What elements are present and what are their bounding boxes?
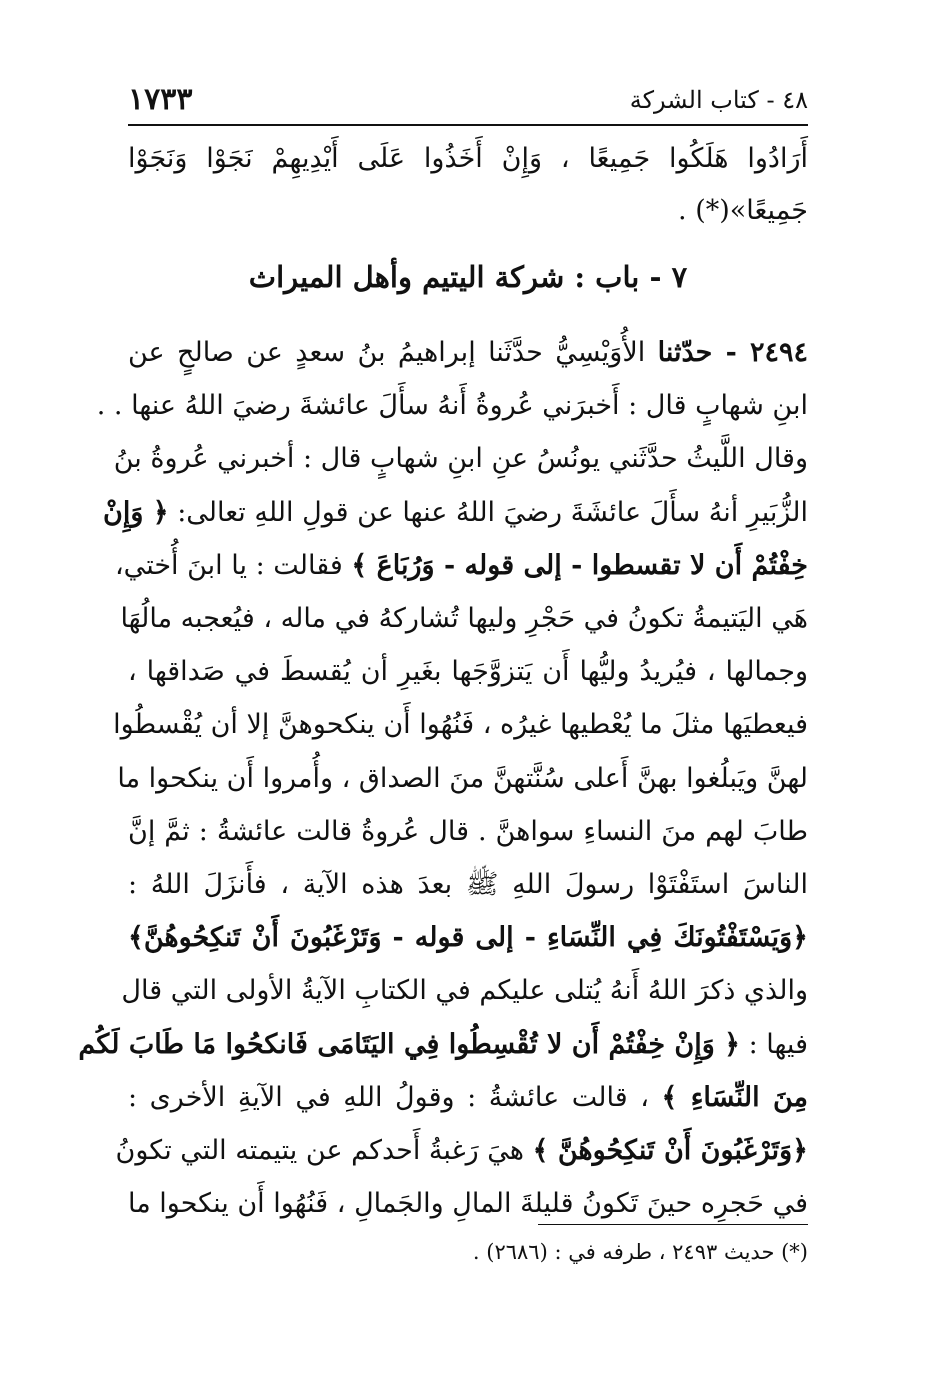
footnote: (*) حديث ٢٤٩٣ ، طرفه في : (٢٦٨٦) . — [472, 1240, 808, 1264]
section-heading: ٧ - باب : شركة اليتيم وأهل الميراث — [248, 260, 688, 294]
page-header — [128, 78, 808, 118]
hadith-line — [117, 754, 808, 804]
continuation-line: جَمِيعًا»(*) . — [678, 195, 808, 226]
plain-text: الزُّبَيرِ أنهُ سأَلَ عائشَةَ رضيَ اللهُ عنها عن قولِ اللهِ تعالى: — [168, 496, 808, 528]
hadith-line — [128, 1073, 808, 1123]
bold-text: ٢٤٩٤ - حدّثنا — [657, 337, 808, 368]
bold-text: ﴿وَيَسْتَفْتُونَكَ فِي النِّسَاءِ - إلى قوله - وَتَرْغَبُونَ أَنْ تَنكِحُوهُنَّ﴾ — [128, 922, 808, 954]
plain-text: فيعطيَها مثلَ ما يُعْطيها غيرُه ، فَنُهُوا أَن ينكحوهنَّ إلا أن يُقْسطُوا — [113, 709, 808, 741]
hadith-line — [128, 807, 808, 857]
hadith-line — [128, 860, 808, 910]
hadith-line — [120, 594, 808, 644]
plain-text: هيَ رَغبةُ أَحدكم عن يتيمته التي تكونُ — [115, 1135, 533, 1166]
hadith-line — [113, 434, 808, 484]
plain-text: ، قالت عائشةُ : وقولُ اللهِ في الآيةِ الأخرى : — [128, 1081, 662, 1113]
footnote-rule — [538, 1224, 808, 1225]
header-rule — [128, 124, 808, 126]
plain-text: وجمالها ، فيُريدُ وليُّها أَن يَتزوَّجَها بغَيرِ أن يُقسطَ في صَداقها ، — [128, 656, 808, 688]
plain-text: الناسَ استَفْتَوْا رسولَ اللهِ ﷺ بعدَ هذه الآية ، فأَنزَلَ اللهُ : — [128, 869, 808, 900]
hadith-line — [96, 381, 808, 431]
continuation-line: أَرَادُوا هَلَكُوا جَمِيعًا ، وَإِنْ أَخَذُوا عَلَى أَيْدِيهِمْ نَجَوْا وَنَجَوْا — [128, 143, 808, 174]
bold-text: مِنَ النِّسَاءِ ﴾ — [661, 1081, 808, 1113]
plain-text: لهنَّ ويَبلُغوا بهنَّ أَعلى سُنَّتهنَّ منَ الصداق ، وأُمروا أَن ينكحوا ما — [117, 762, 808, 794]
hadith-line — [128, 1179, 808, 1229]
bold-text: ﴿ وَإِنْ — [103, 496, 169, 528]
hadith-line — [128, 647, 808, 697]
plain-text: ابنِ شهابٍ قال : أَخبرَني عُروةُ أَنهُ سأَلَ عائشةَ رضيَ اللهُ عنها . . — [96, 390, 808, 422]
hadith-line — [78, 1020, 808, 1070]
plain-text: فيها : — [740, 1028, 808, 1060]
plain-text: فقالت : يا ابنَ أُختي، — [114, 549, 352, 581]
hadith-line — [103, 488, 808, 538]
hadith-line — [128, 913, 808, 963]
plain-text: طابَ لهم منَ النساءِ سواهنَّ . قال عُروةُ قالت عائشةُ : ثمَّ إنَّ — [128, 815, 808, 847]
plain-text: والذي ذكرَ اللهُ أَنهُ يُتلى عليكم في الكتابِ الآيةُ الأولى التي قال — [121, 975, 808, 1007]
bold-text: ﴿ وَإِنْ خِفْتُمْ أَن لا تُقْسِطُوا فِي اليَتَامَى فَانكحُوا مَا طَابَ لَكُم — [78, 1028, 740, 1060]
plain-text: في حَجرِه حينَ تَكونُ قليلةَ المالِ والجَمالِ ، فَنُهُوا أَن ينكحوا ما — [128, 1188, 808, 1220]
bold-text: خِفْتُمْ أَن لا تقسطوا - إلى قوله - وَرُبَاعَ ﴾ — [351, 549, 808, 581]
hadith-line — [115, 1126, 808, 1176]
plain-text: وقال اللَّيثُ حدَّثَني يونُسُ عنِ ابنِ شهابٍ قال : أخبرني عُروةُ بنُ — [113, 443, 808, 475]
page-number: ١٧٣٣ — [128, 82, 193, 117]
hadith-line — [121, 966, 808, 1016]
plain-text: الأُوَيْسِيُّ حدَّثَنا إبراهيمُ بنُ سعدٍ عن صالحٍ عن — [128, 337, 658, 368]
hadith-line — [128, 328, 808, 378]
chapter-title: ٤٨ - كتاب الشركة — [629, 86, 808, 114]
hadith-line — [113, 700, 808, 750]
bold-text: ﴿وَتَرْغَبُونَ أَنْ تَنكِحُوهُنَّ ﴾ — [532, 1135, 808, 1166]
plain-text: هَي اليَتيمةُ تكونُ في حَجْرِ وليها تُشاركهُ في ماله ، فيُعجبه مالُهَا — [120, 603, 808, 634]
hadith-line — [114, 541, 808, 591]
